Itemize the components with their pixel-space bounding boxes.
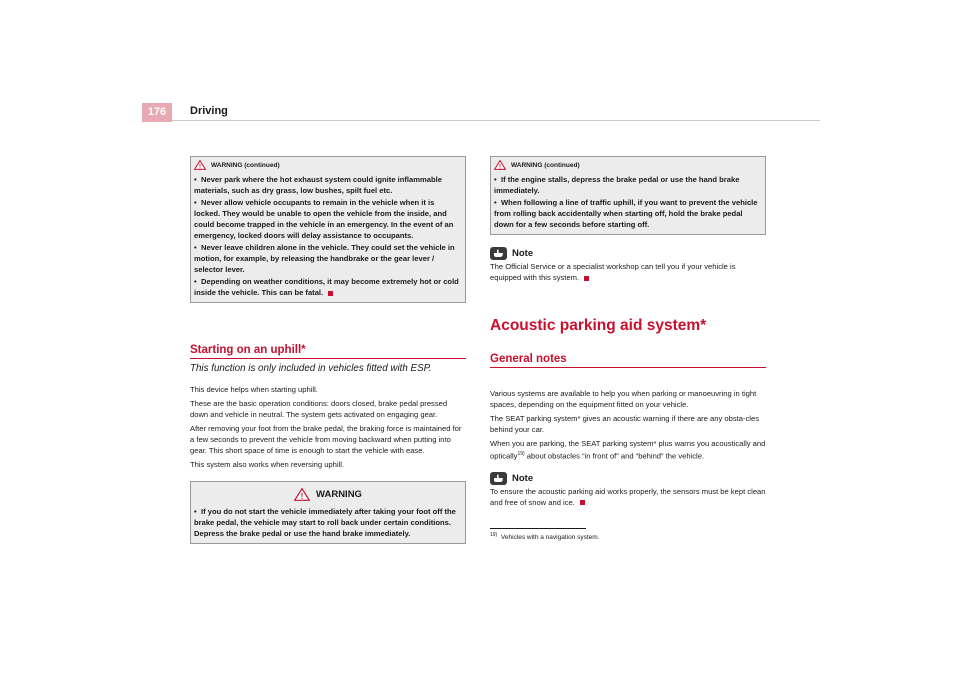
svg-text:!: !: [199, 164, 201, 170]
chapter-title: Acoustic parking aid system*: [490, 317, 707, 334]
note-block: [490, 472, 766, 508]
warning-item: • If you do not start the vehicle immediately after taking your foot off the brake pedal, the vehicle may start to roll back under certain conditions. Depress the brake pedal or use the hand brake immediately.: [194, 507, 456, 538]
note-hand-icon: [490, 472, 507, 485]
section-title: General notes: [490, 353, 766, 368]
paragraph: The SEAT parking system* gives an acoustic warning if there are any obsta-cles behind your car.: [490, 414, 760, 434]
header-rule: [172, 120, 820, 121]
note-text: The Official Service or a specialist workshop can tell you if your vehicle is equipped with this system.: [490, 262, 736, 282]
page-number: 176: [142, 103, 172, 122]
section-title: Starting on an uphill*: [190, 344, 466, 359]
footnote-rule: [490, 528, 586, 529]
footnote: $^{19)}$ Vehicles with a navigation system.: [490, 531, 600, 541]
warning-item: • When following a line of traffic uphill, if you want to prevent the vehicle from rolling back accidentally when starting off, hold the brake pedal down for a few seconds before starting off.: [494, 198, 758, 229]
warning-item: • Never allow vehicle occupants to remain in the vehicle when it is locked. They would be unable to open the vehicle from the inside, and could become trapped in the vehicle in an emergency. In the event of an emergency, locked doors will delay assistance to occupants.: [194, 198, 454, 240]
warning-triangle-icon: [494, 160, 506, 170]
warning-header: [194, 160, 462, 170]
note-title: Note: [512, 472, 534, 484]
paragraph: After removing your foot from the brake pedal, the braking force is maintained for a few seconds to prevent the vehicle from moving backward when putting into gear. This short space of time is enough to start the vehicle with ease.: [190, 424, 462, 455]
footnote-ref: 19): [517, 451, 525, 457]
warning-header: [494, 160, 762, 170]
warning-box: [190, 481, 466, 544]
note-header: [490, 472, 766, 485]
warning-title: WARNING (continued): [211, 161, 280, 169]
paragraph: This device helps when starting uphill.: [190, 385, 318, 394]
svg-text:!: !: [499, 164, 501, 170]
warning-box-continued: [190, 156, 466, 303]
right-column: [490, 156, 766, 541]
running-header: Driving: [190, 105, 228, 117]
warning-item: • If the engine stalls, depress the brake pedal or use the hand brake immediately.: [494, 175, 740, 195]
paragraph: Various systems are available to help you when parking or manoeuvring in tight spaces, depending on the equipment fitted on your vehicle.: [490, 389, 757, 409]
end-marker-icon: [584, 276, 589, 281]
left-column: [190, 156, 466, 544]
note-block: [490, 247, 766, 283]
end-marker-icon: [580, 500, 585, 505]
note-title: Note: [512, 248, 534, 259]
note-hand-icon: [490, 247, 507, 260]
warning-header: [194, 488, 462, 501]
warning-triangle-icon: [294, 488, 310, 501]
warning-item: • Never leave children alone in the vehicle. They could set the vehicle in motion, for example, by releasing the handbrake or the gear lever / selector lever.: [194, 243, 455, 274]
paragraph: When you are parking, the SEAT parking system* plus warns you acoustically and optically$^{19)}$ about obstacles “in front of” and “behind” the vehicle.: [490, 439, 766, 461]
svg-text:!: !: [300, 492, 304, 501]
warning-item: • Never park where the hot exhaust system could ignite inflammable materials, such as dry grass, low bushes, spilt fuel etc.: [194, 175, 442, 195]
note-header: [490, 247, 766, 260]
section-intro: This function is only included in vehicles fitted with ESP.: [190, 363, 432, 374]
paragraph: These are the basic operation conditions: doors closed, brake pedal pressed down and vehicle in neutral. The system gets activated on engaging gear.: [190, 399, 448, 419]
warning-item: • Depending on weather conditions, it may become extremely hot or cold inside the vehicle. This can be fatal.: [194, 277, 459, 297]
warning-title: WARNING (continued): [511, 161, 580, 169]
end-marker-icon: [328, 291, 333, 296]
paragraph: This system also works when reversing uphill.: [190, 460, 345, 469]
warning-title: WARNING: [316, 489, 362, 500]
note-text: To ensure the acoustic parking aid works properly, the sensors must be kept clean and free of snow and ice.: [490, 486, 766, 507]
warning-triangle-icon: [194, 160, 206, 170]
warning-box-continued: [490, 156, 766, 235]
